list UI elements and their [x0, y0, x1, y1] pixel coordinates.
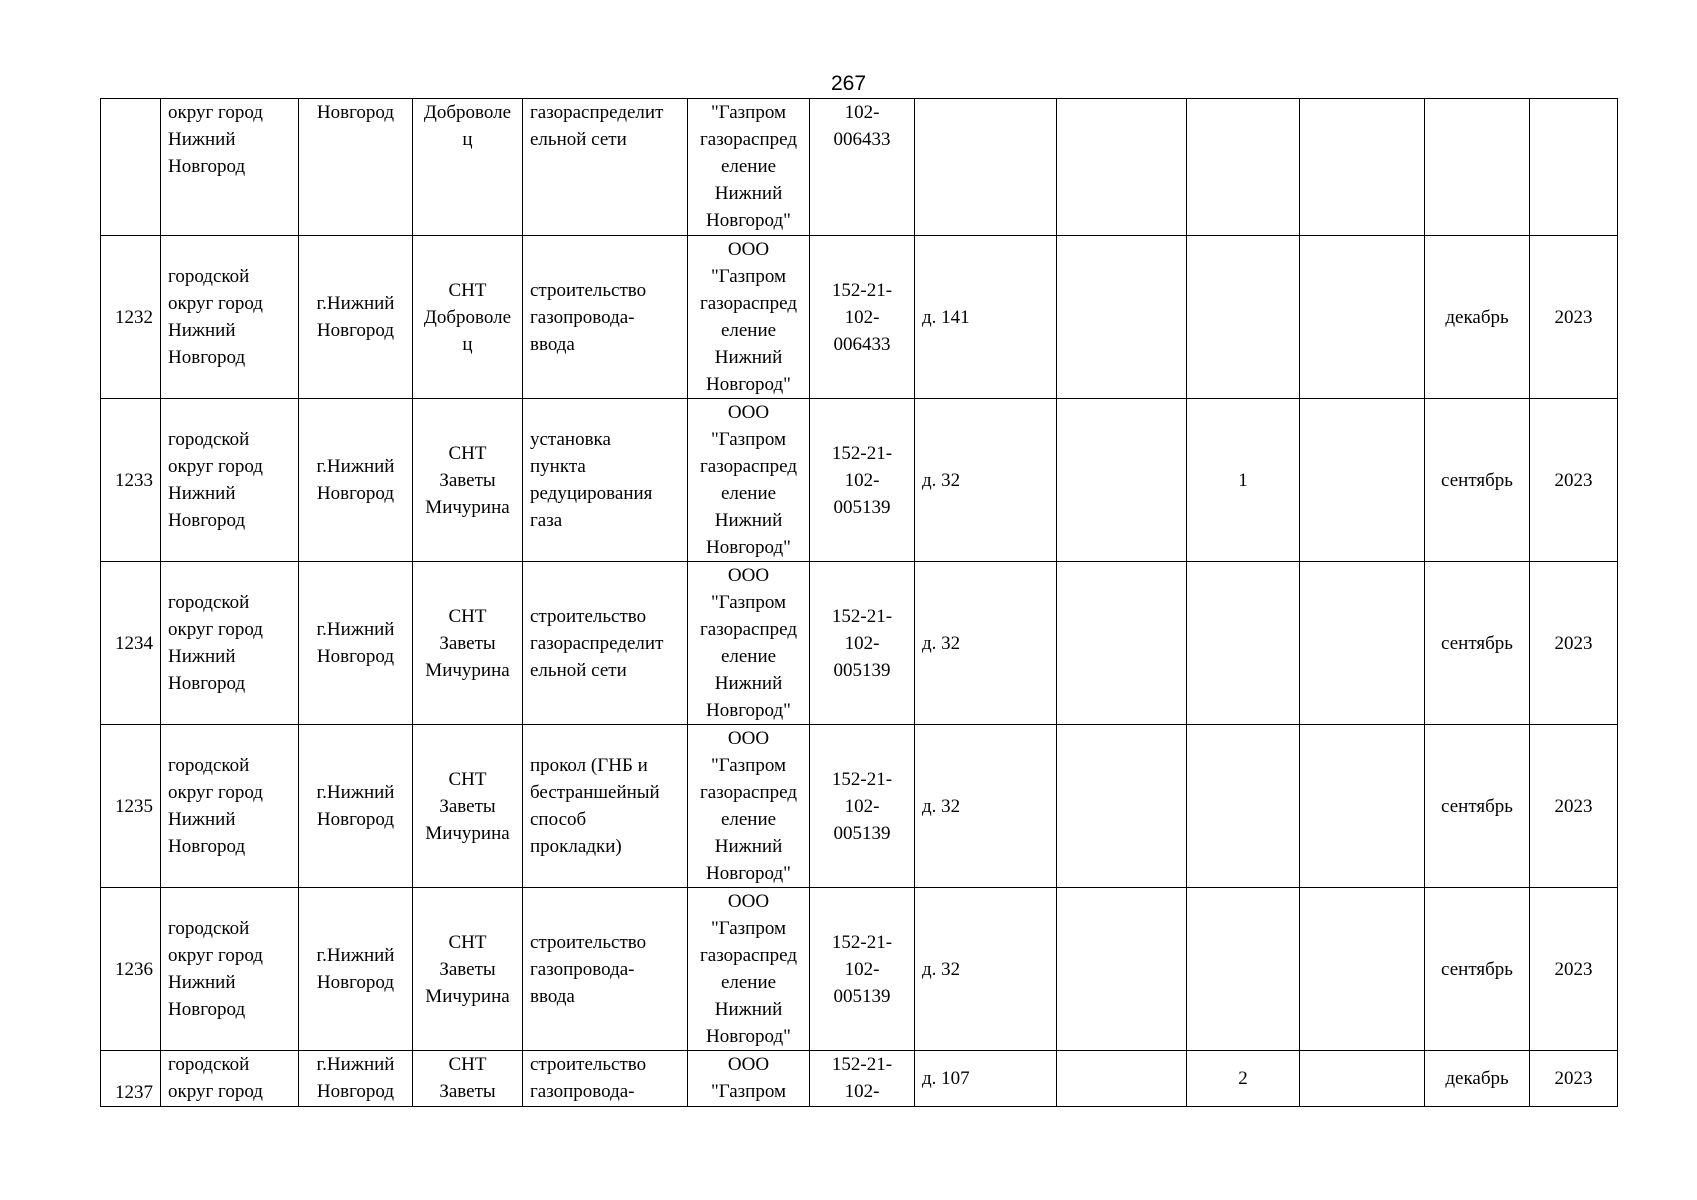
- registry-number-cell: 152-21- 102-: [810, 1051, 915, 1107]
- snt-cell: СНТ Заветы Мичурина: [413, 399, 523, 562]
- page-number: 267: [830, 72, 867, 95]
- row-number-cell: 1234: [101, 562, 161, 725]
- organization-cell: ООО "Газпром газораспред еление Нижний Новгород": [688, 399, 810, 562]
- address-cell: д. 32: [915, 888, 1057, 1051]
- month-cell: сентябрь: [1425, 399, 1530, 562]
- row-number-cell: 1233: [101, 399, 161, 562]
- month-cell: сентябрь: [1425, 562, 1530, 725]
- month-cell: сентябрь: [1425, 888, 1530, 1051]
- year-cell: 2023: [1530, 236, 1618, 399]
- district-cell: городской округ город Нижний Новгород: [161, 725, 299, 888]
- empty-cell: [1300, 99, 1425, 236]
- district-cell: городской округ город Нижний Новгород: [161, 562, 299, 725]
- empty-cell: [1057, 1051, 1187, 1107]
- organization-cell: ООО "Газпром газораспред еление Нижний Новгород": [688, 236, 810, 399]
- district-cell: городской округ город: [161, 1051, 299, 1107]
- table-row: [101, 236, 1618, 399]
- organization-cell: ООО "Газпром газораспред еление Нижний Новгород": [688, 888, 810, 1051]
- snt-cell: СНТ Заветы Мичурина: [413, 888, 523, 1051]
- table-row: [101, 399, 1618, 562]
- table-row: [101, 725, 1618, 888]
- organization-cell: ООО "Газпром газораспред еление Нижний Новгород": [688, 562, 810, 725]
- empty-cell: [1300, 236, 1425, 399]
- registry-number-cell: 152-21- 102- 005139: [810, 888, 915, 1051]
- locality-cell: Новгород: [299, 99, 413, 236]
- empty-cell: [1300, 888, 1425, 1051]
- month-cell: [1425, 99, 1530, 236]
- table-row: [101, 562, 1618, 725]
- address-cell: д. 107: [915, 1051, 1057, 1107]
- month-cell: декабрь: [1425, 1051, 1530, 1107]
- year-cell: 2023: [1530, 562, 1618, 725]
- empty-cell: [1057, 725, 1187, 888]
- district-cell: городской округ город Нижний Новгород: [161, 888, 299, 1051]
- table-row: [101, 1051, 1618, 1107]
- year-cell: 2023: [1530, 1051, 1618, 1107]
- snt-cell: СНТ Заветы: [413, 1051, 523, 1107]
- registry-number-cell: 152-21- 102- 006433: [810, 236, 915, 399]
- address-cell: д. 141: [915, 236, 1057, 399]
- work-type-cell: строительство газопровода-: [523, 1051, 688, 1107]
- registry-number-cell: 152-21- 102- 005139: [810, 399, 915, 562]
- address-cell: [915, 99, 1057, 236]
- locality-cell: г.Нижний Новгород: [299, 725, 413, 888]
- row-number-cell: 1237: [101, 1051, 161, 1107]
- locality-cell: г.Нижний Новгород: [299, 888, 413, 1051]
- address-cell: д. 32: [915, 399, 1057, 562]
- organization-cell: ООО "Газпром: [688, 1051, 810, 1107]
- year-cell: 2023: [1530, 399, 1618, 562]
- empty-cell: [1057, 236, 1187, 399]
- address-cell: д. 32: [915, 562, 1057, 725]
- snt-cell: СНТ Заветы Мичурина: [413, 725, 523, 888]
- registry-number-cell: 152-21- 102- 005139: [810, 562, 915, 725]
- row-number-cell: 1236: [101, 888, 161, 1051]
- registry-number-cell: 152-21- 102- 005139: [810, 725, 915, 888]
- registry-number-cell: 102- 006433: [810, 99, 915, 236]
- empty-cell: [1057, 399, 1187, 562]
- empty-cell: [1057, 99, 1187, 236]
- quantity-cell: [1187, 562, 1300, 725]
- district-cell: городской округ город Нижний Новгород: [161, 399, 299, 562]
- locality-cell: г.Нижний Новгород: [299, 399, 413, 562]
- quantity-cell: [1187, 725, 1300, 888]
- quantity-cell: 1: [1187, 399, 1300, 562]
- row-number-cell: 1232: [101, 236, 161, 399]
- work-type-cell: строительство газораспределит ельной сети: [523, 562, 688, 725]
- work-type-cell: газораспределит ельной сети: [523, 99, 688, 236]
- address-cell: д. 32: [915, 725, 1057, 888]
- quantity-cell: [1187, 888, 1300, 1051]
- organization-cell: "Газпром газораспред еление Нижний Новгород": [688, 99, 810, 236]
- work-type-cell: установка пункта редуцирования газа: [523, 399, 688, 562]
- quantity-cell: 2: [1187, 1051, 1300, 1107]
- year-cell: 2023: [1530, 725, 1618, 888]
- quantity-cell: [1187, 236, 1300, 399]
- snt-cell: Доброволе ц: [413, 99, 523, 236]
- organization-cell: ООО "Газпром газораспред еление Нижний Новгород": [688, 725, 810, 888]
- empty-cell: [1057, 562, 1187, 725]
- snt-cell: СНТ Доброволе ц: [413, 236, 523, 399]
- snt-cell: СНТ Заветы Мичурина: [413, 562, 523, 725]
- year-cell: 2023: [1530, 888, 1618, 1051]
- quantity-cell: [1187, 99, 1300, 236]
- empty-cell: [1057, 888, 1187, 1051]
- work-type-cell: строительство газопровода- ввода: [523, 236, 688, 399]
- row-number-cell: [101, 99, 161, 236]
- locality-cell: г.Нижний Новгород: [299, 1051, 413, 1107]
- district-cell: округ город Нижний Новгород: [161, 99, 299, 236]
- locality-cell: г.Нижний Новгород: [299, 236, 413, 399]
- empty-cell: [1300, 562, 1425, 725]
- empty-cell: [1300, 725, 1425, 888]
- district-cell: городской округ город Нижний Новгород: [161, 236, 299, 399]
- work-type-cell: строительство газопровода- ввода: [523, 888, 688, 1051]
- locality-cell: г.Нижний Новгород: [299, 562, 413, 725]
- empty-cell: [1300, 1051, 1425, 1107]
- empty-cell: [1300, 399, 1425, 562]
- month-cell: сентябрь: [1425, 725, 1530, 888]
- table-row: [101, 888, 1618, 1051]
- registry-table: [100, 98, 1618, 1107]
- table-row: [101, 99, 1618, 236]
- year-cell: [1530, 99, 1618, 236]
- month-cell: декабрь: [1425, 236, 1530, 399]
- row-number-cell: 1235: [101, 725, 161, 888]
- work-type-cell: прокол (ГНБ и бестраншейный способ прокладки): [523, 725, 688, 888]
